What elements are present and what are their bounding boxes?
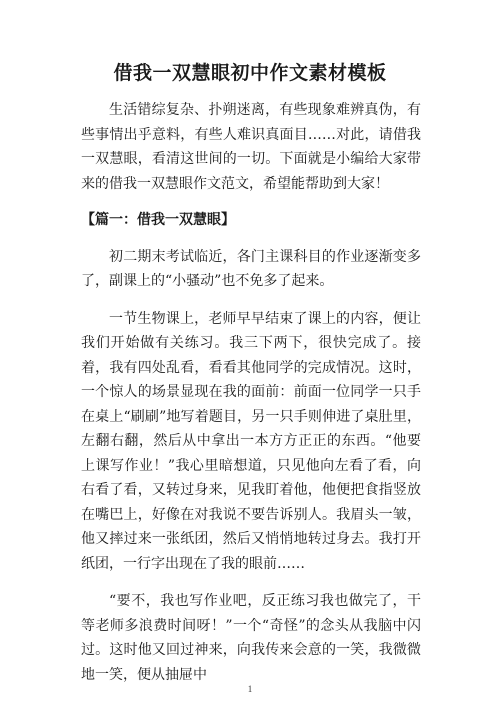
section-heading: 【篇一：借我一双慧眼】 — [81, 212, 235, 228]
body-paragraph-1: 初二期末考试临近，各门主课科目的作业逐渐变多了，副课上的“小骚动”也不免多了起来。 — [81, 248, 421, 289]
page-number: 1 — [247, 684, 253, 694]
intro-paragraph: 生活错综复杂、扑朔迷离，有些现象难辨真伪，有些事情出乎意料，有些人难识真面目……对此，请借我一双慧眼，看清这世间的一切。下面就是小编给大家带来的借我一双慧眼作文范文，希望能帮助到大家！ — [81, 102, 421, 192]
document-title: 借我一双慧眼初中作文素材模板 — [113, 62, 387, 84]
body-paragraph-3: “要不，我也写作业吧，反正练习我也做完了，干等老师多浪费时间呀！”一个“奇怪”的念头从我脑中闪过。这时他又回过神来，向我传来会意的一笑，我微微地一笑，便从抽屉中 — [81, 593, 421, 683]
document-body — [81, 98, 421, 687]
body-paragraph-2: 一节生物课上，老师早早结束了课上的内容，便让我们开始做有关练习。我三下两下，很快完成了。接着，我有四处乱看，看看其他同学的完成情况。这时，一个惊人的场景显现在我的面前：前面一位同学一只手在桌上“刷刷”地写着题目，另一只手则伸进了桌肚里，左翻右翻，然后从中拿出一本方方正正的东西。“他要上课写作业！”我心里暗想道，只见他向左看了看，向右看了看，又转过身来，见我盯着他，他便把食指竖放在嘴巴上，好像在对我说不要告诉别人。我眉头一皱，他又摔过来一张纸团，然后又悄悄地转过身去。我打开纸团，一行字出现在了我的眼前…… — [81, 310, 421, 572]
